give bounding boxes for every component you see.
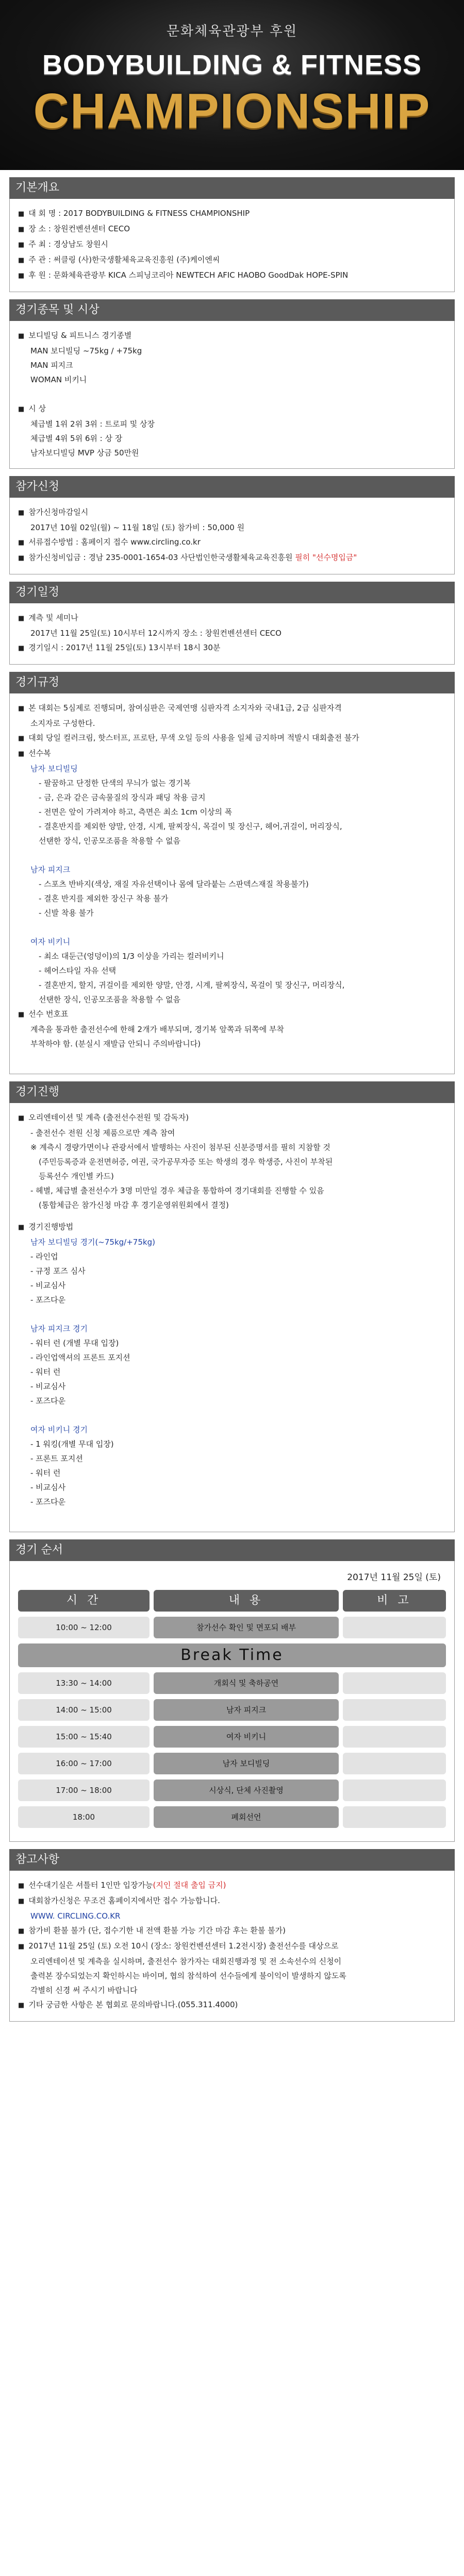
section-body [9,603,455,665]
title-line-1: BODYBUILDING & FITNESS [42,49,422,80]
rule-item: 부착하야 함. (분실시 재발급 안되니 주의바랍니다) [30,1039,201,1048]
progress-section [9,1081,455,1532]
section-body [9,1561,455,1842]
meeting-time: 2017년 11월 25일(토) 10시부터 12시까지 장소 : 창원컨벤션센터 CECO [30,629,281,638]
rule-male-bb-heading: 남자 보디빌딩 [30,764,78,773]
apply-deadline-heading: ■ 참가신청마감일시 [18,505,446,520]
progress-item: - 비교심사 [30,1382,66,1391]
row-time: 17:00 ~ 18:00 [18,1780,150,1801]
section-body [9,1871,455,2022]
note-orientation-cont: 각별히 신경 써 주시기 바랍니다 [30,1986,138,1995]
overview-host: ■ 주 최 : 경상남도 창원시 [18,237,446,252]
award-item: 남자보디빌딩 MVP 상금 50만원 [30,448,139,457]
meeting-section [9,582,455,665]
meeting-heading: ■ 계측 및 세미나 [18,611,446,626]
progress-item: - 포즈다운 [30,1396,66,1405]
apply-method: ■ 서류접수방법 : 홈페이지 접수 www.circling.co.kr [18,535,446,550]
overview-organizer: ■ 주 관 : 써클링 (사)한국생활체육교육진흥원 (주)케이엔씨 [18,252,446,268]
rule-item: - 헤어스타일 자유 선택 [39,966,117,975]
award-item: 체급별 4위 5위 6위 : 상 장 [30,434,123,443]
schedule-date: 2017년 11월 25일 (토) [347,1572,441,1583]
row-time: 16:00 ~ 17:00 [18,1753,150,1774]
row-note [343,1806,446,1828]
rule-item: - 결혼 반지를 제외한 장신구 착용 불가 [39,894,169,903]
header-content: 내 용 [154,1590,339,1612]
row-content: 남자 보디빌딩 [154,1753,339,1774]
rule-judges: ■ 본 대회는 5심제로 진행되며, 참여심판은 국제연맹 심판자격 소지자와 국내1급, 2급 심판자격 [18,701,446,716]
rule-item: - 전면은 앞이 가려져야 하고, 측면은 최소 1cm 이상의 폭 [39,807,233,817]
rule-item: - 신발 착용 불가 [39,908,94,918]
sponsor-text: 문화체육관광부 후원 [166,24,298,39]
progress-item: (주민등록증과 운전면허증, 여권, 국가공무자증 또는 학생의 경우 학생증, 사진이 부착된 [39,1157,333,1166]
row-content: 시상식, 단체 사진촬영 [154,1780,339,1801]
progress-item: - 포즈다운 [30,1497,66,1506]
awards-heading: ■ 시 상 [18,401,446,417]
rule-judges-cont: 소지자로 구성한다. [30,719,95,728]
schedule-row [18,1699,446,1721]
progress-orientation: ■ 오리엔테이션 및 계측 (출전선수전원 및 감독자) [18,1110,446,1126]
row-note [343,1617,446,1638]
section-title: 경기종목 및 시상 [9,299,455,321]
row-note [343,1726,446,1748]
rule-item: 계측을 통과한 출전선수에 한해 2개가 배부되며, 경기복 앞쪽과 뒤쪽에 부착 [30,1025,284,1034]
row-time: 18:00 [18,1806,150,1828]
note-homepage: ■ 대회참가신청은 무조건 홈페이지에서만 접수 가능합니다. [18,1893,446,1909]
progress-item: - 프론트 포지션 [30,1454,83,1463]
schedule-row [18,1753,446,1774]
rule-female-bk-heading: 여자 비키니 [30,937,71,946]
progress-item: - 헤별, 체급별 출전선수가 3명 미만일 경우 체급을 통합하여 경기대회를 진행할 수 있음 [30,1186,324,1195]
notes-section [9,1849,455,2022]
progress-item: - 라인업액셔의 프론트 포지션 [30,1353,130,1362]
schedule-row [18,1672,446,1694]
progress-item: - 라인업 [30,1252,58,1261]
schedule-row [18,1617,446,1638]
section-body [9,693,455,1074]
event-item: MAN 피지크 [30,361,73,370]
rule-item: 선탠한 장식, 인공모조품을 착용할 수 없음 [39,995,180,1004]
note-contact: ■ 기타 궁금한 사항은 본 협회로 문의바랍니다.(055.311.4000) [18,1997,446,2013]
section-title: 참고사항 [9,1849,455,1871]
progress-female-bk-heading: 여자 비키니 경기 [30,1425,88,1434]
schedule-section [9,1539,455,1842]
row-note [343,1672,446,1694]
award-item: 체급별 1위 2위 3위 : 트로피 및 상장 [30,419,155,429]
row-content: 개회식 및 축하공연 [154,1672,339,1694]
header-banner [0,0,464,170]
section-title: 경기일정 [9,582,455,603]
rule-male-ph-heading: 남자 피지크 [30,865,71,874]
header-note: 비 고 [343,1590,446,1612]
rule-item: - 최소 대둔근(엉덩이)의 1/3 이상을 가리는 컬러비키니 [39,952,224,961]
note-warning: (지인 절대 출입 금지) [153,1880,226,1890]
section-body [9,1103,455,1532]
progress-item: - 1 워킹(개별 무대 입장) [30,1439,114,1449]
progress-male-bb-heading: 남자 보디빌딩 경기(~75kg/+75kg) [30,1238,155,1247]
progress-item: ※ 계측시 경량가면이나 관광서에서 발행하는 사진이 첨부된 신분증명서를 필히 지참할 것 [30,1143,330,1152]
row-note [343,1699,446,1721]
progress-male-ph-heading: 남자 피지크 경기 [30,1324,88,1333]
break-time-bar: Break Time [18,1643,446,1667]
progress-item: - 규정 포즈 심사 [30,1266,86,1276]
row-note [343,1753,446,1774]
note-refund: ■ 참가비 환불 불가 (단, 접수기한 내 전액 환불 가능 기간 마감 후는 환불 불가) [18,1923,446,1939]
schedule-row [18,1780,446,1801]
section-title: 경기 순서 [9,1539,455,1561]
section-body [9,321,455,469]
rule-number-tag: ■ 선수 번호표 [18,1007,446,1022]
row-content: 폐회선언 [154,1806,339,1828]
row-content: 참가선수 확인 및 면포되 배부 [154,1617,339,1638]
progress-item: - 포즈다운 [30,1295,66,1304]
events-heading: ■ 보디빌딩 & 피트니스 경기종별 [18,328,446,344]
events-section [9,299,455,469]
rule-oil: ■ 대회 당일 컬러크림, 핫스터프, 프로탄, 무색 오일 등의 사용을 일체 금지하며 적발시 대회출전 불가 [18,731,446,746]
note-orientation: ■ 2017년 11월 25일 (토) 오전 10시 (장소: 창원컨벤션센터 1.2전시장) 출전선수를 대상으로 [18,1939,446,1954]
rule-item: - 금, 은과 같은 금속물질의 장식과 패딩 착용 금지 [39,793,206,802]
event-item: WOMAN 비키니 [30,375,87,384]
apply-deadline: 2017년 10월 02일(월) ~ 11월 18일 (토) 참가비 : 50,000 원 [30,523,245,532]
section-body [9,199,455,292]
note-orientation-cont: 출력본 장수되었는지 확인하시는 바이며, 협의 참석하여 선수들에게 불이익이 발생하지 않도록 [30,1971,346,1980]
section-title: 참가신청 [9,476,455,498]
row-content: 남자 피지크 [154,1699,339,1721]
schedule-table [18,1590,446,1828]
row-note [343,1780,446,1801]
title-line-2: CHAMPIONSHIP [33,83,431,139]
progress-item: - 워터 런 [30,1367,61,1377]
competition-time: ■ 경기일시 : 2017년 11월 25일(토) 13시부터 18시 30분 [18,640,446,656]
header-time: 시 간 [18,1590,150,1612]
row-content: 여자 비키니 [154,1726,339,1748]
section-title: 경기진행 [9,1081,455,1103]
overview-venue: ■ 장 소 : 창원컨벤션센터 CECO [18,222,446,237]
rule-item: - 결혼반지, 할지, 귀걸이를 제외한 양말, 안경, 시계, 팔찌장식, 목걸이 및 장신구, 머리장식, [39,980,345,990]
progress-item: 등록선수 개인별 카드) [39,1172,114,1181]
rules-section [9,672,455,1074]
row-time: 15:00 ~ 15:40 [18,1726,150,1748]
apply-payment: ■ 참가신청비입금 : 경남 235-0001-1654-03 사단법인한국생활체육교육진흥원 필히 "선수명입금" [18,550,446,566]
progress-item: - 워터 런 (개별 무대 입장) [30,1338,119,1348]
payment-note: 필히 "선수명입금" [295,553,357,562]
note-waiting-room: ■ 선수대기실은 셔틀터 1인만 입장가능(지인 절대 출입 금지) [18,1878,446,1893]
schedule-row [18,1806,446,1828]
schedule-header-row [18,1590,446,1612]
row-time: 13:30 ~ 14:00 [18,1672,150,1694]
rule-item: - 팔꿈하고 단정한 단색의 무늬가 없는 경기복 [39,778,191,788]
rule-item: - 결혼반지를 제외한 양말, 안경, 시계, 팔찌장식, 목걸이 및 장신구, 헤어,귀걸이, 머리장식, [39,822,342,831]
row-time: 10:00 ~ 12:00 [18,1617,150,1638]
progress-item: - 워터 런 [30,1468,61,1478]
schedule-row [18,1726,446,1748]
apply-section [9,476,455,574]
row-time: 14:00 ~ 15:00 [18,1699,150,1721]
homepage-link[interactable]: WWW. CIRCLING.CO.KR [30,1911,121,1921]
section-title: 경기규정 [9,672,455,693]
section-body [9,498,455,574]
rule-uniform: ■ 선수복 [18,746,446,761]
progress-item: (통합체급은 참가신청 마감 후 경기운영위원회에서 결정) [39,1200,229,1210]
rule-item: - 스포츠 반바지(색상, 재질 자유선택이나 몸에 달라붙는 스판덱스재질 착용불가) [39,879,309,889]
progress-item: - 비교심사 [30,1483,66,1492]
overview-section [9,177,455,292]
event-item: MAN 보디빌딩 ~75kg / +75kg [30,346,142,355]
progress-method: ■ 경기진행방법 [18,1219,446,1235]
rule-item: 선탠한 장식, 인공모조품을 착용할 수 없음 [39,836,180,845]
overview-name: ■ 대 회 명 : 2017 BODYBUILDING & FITNESS CHAMPIONSHIP [18,206,446,222]
progress-item: - 비교심사 [30,1281,66,1290]
overview-sponsor: ■ 후 원 : 문화체육관광부 KICA 스피닝코리아 NEWTECH AFIC HAOBO GoodDak HOPE-SPIN [18,268,446,283]
progress-item: - 출전선수 전원 신청 제품으로만 계측 참여 [30,1128,175,1138]
note-orientation-cont: 오리엔테이션 및 계측을 실시하며, 출전선수 참가자는 대회진행과정 및 전 소속선수의 신청이 [30,1957,342,1966]
section-title: 기본개요 [9,177,455,199]
